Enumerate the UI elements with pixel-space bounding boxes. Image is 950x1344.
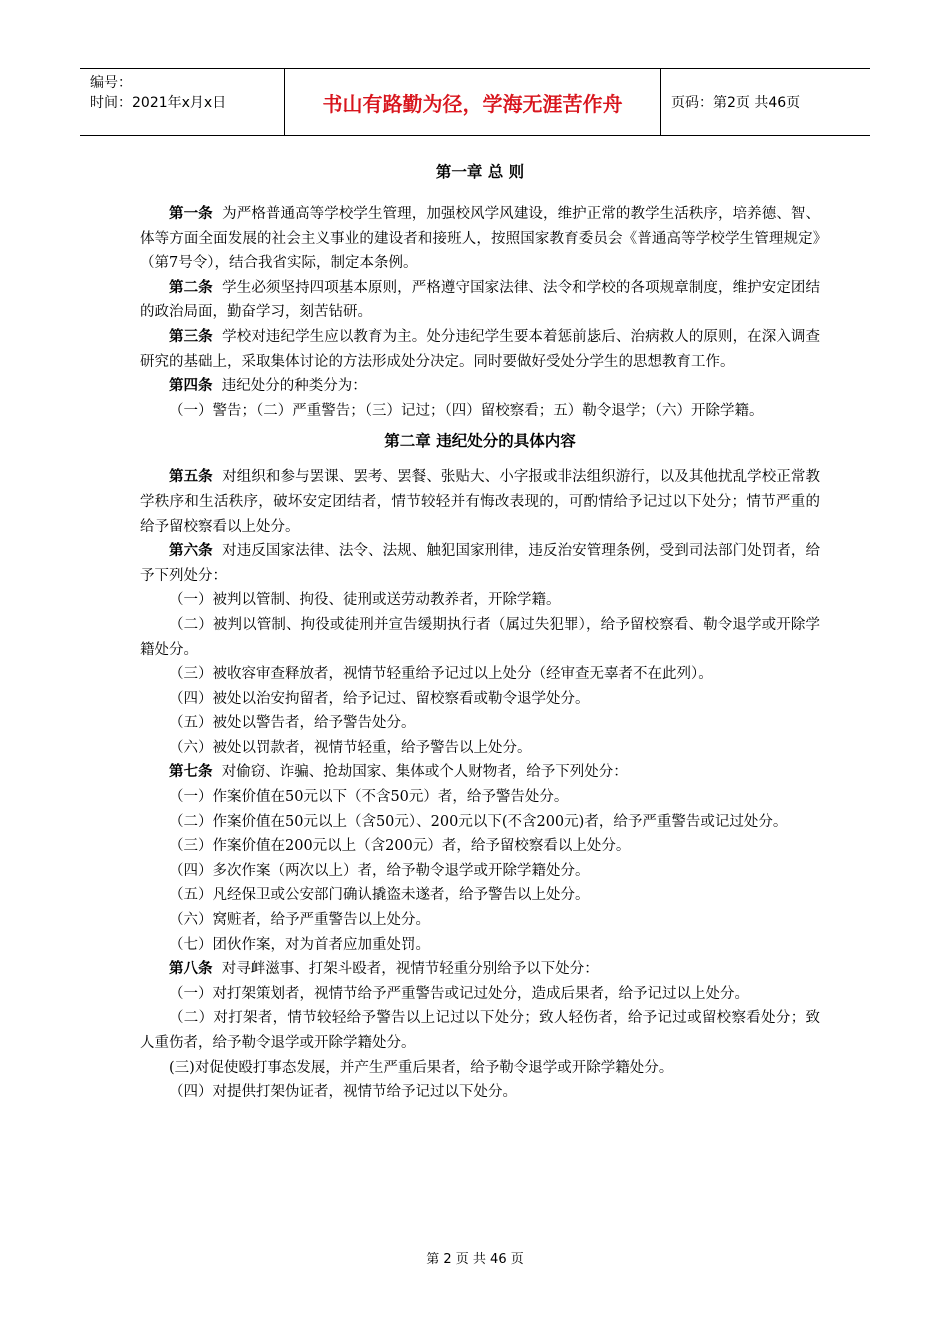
- article-4-text: 违纪处分的种类分为：: [221, 378, 367, 395]
- article-7-label: 第七条: [169, 763, 213, 781]
- doc-number-label: 编号：: [90, 75, 132, 91]
- article-6-item: （六）被处以罚款者，视情节轻重，给予警告以上处分。: [169, 739, 532, 756]
- article-3-label: 第三条: [169, 327, 213, 345]
- chapter2-title: 第二章 违纪处分的具体内容: [384, 431, 576, 451]
- doc-time-label: 时间：2021年x月x日: [90, 95, 227, 111]
- article-2-label: 第二条: [169, 278, 213, 296]
- header-motto: 书山有路勤为径，学海无涯苦作舟: [285, 69, 661, 135]
- article-6-item: （一）被判以管制、拘役、徒刑或送劳动教养者，开除学籍。: [169, 592, 561, 609]
- article-1-text: 为严格普通高等学校学生管理，加强校风学风建设，维护正常的教学生活秩序，培养德、智、体等方面全面发展的社会主义事业的建设者和接班人，按照国家教育委员会《普通高等学校学生管理规定》（第7号令），结合我省实际，制定本条例。: [140, 206, 821, 272]
- article-8-item: （一）对打架策划者，视情节给予严重警告或记过处分，造成后果者，给予记过以上处分。: [169, 985, 749, 1002]
- article-5-text: 对组织和参与罢课、罢考、罢餐、张贴大、小字报或非法组织游行，以及其他扰乱学校正常教学秩序和生活秩序，破坏安定团结者，情节较轻并有悔改表现的，可酌情给予记过以下处分；情节严重的给予留校察看以上处分。: [140, 469, 821, 535]
- article-7-item: （三）作案价值在200元以上（含200元）者，给予留校察看以上处分。: [169, 838, 631, 855]
- article-6-item: （四）被处以治安拘留者，给予记过、留校察看或勒令退学处分。: [169, 690, 590, 707]
- article-7-item: （七）团伙作案，对为首者应加重处罚。: [169, 936, 430, 953]
- article-6: [140, 539, 820, 588]
- article-4-items: （一）警告；（二）严重警告；（三）记过；（四）留校察看；五）勒令退学；（六）开除学籍。: [169, 402, 764, 419]
- article-1-label: 第一条: [169, 205, 213, 222]
- article-5: [140, 465, 820, 539]
- page-footer: 第 2 页 共 46 页: [426, 1252, 524, 1267]
- article-6-item: （三）被收容审查释放者，视情节轻重给予记过以上处分（经审查无辜者不在此列）。: [169, 666, 713, 683]
- article-8-item: (三)对促使殴打事态发展，并产生严重后果者，给予勒令退学或开除学籍处分。: [169, 1059, 674, 1076]
- article-7: [140, 760, 820, 785]
- article-4-label: 第四条: [169, 377, 213, 395]
- article-7-text: 对偷窃、诈骗、抢劫国家、集体或个人财物者，给予下列处分：: [221, 764, 628, 781]
- chapter1-title: 第一章 总 则: [435, 162, 525, 181]
- document-body: [140, 160, 820, 1105]
- header-page-info: 页码：第2页 共46页: [671, 95, 801, 111]
- page-header: [80, 68, 870, 136]
- article-3-text: 学校对违纪学生应以教育为主。处分违纪学生要本着惩前毖后、治病救人的原则，在深入调查研究的基础上，采取集体讨论的方法形成处分决定。同时要做好受处分学生的思想教育工作。: [140, 328, 821, 370]
- article-5-label: 第五条: [169, 468, 213, 486]
- article-1: [140, 202, 820, 276]
- article-8: [140, 957, 820, 982]
- article-2: [140, 276, 820, 325]
- article-8-text: 对寻衅滋事、打架斗殴者，视情节轻重分别给予以下处分：: [221, 961, 599, 978]
- article-4: [140, 374, 820, 399]
- article-2-text: 学生必须坚持四项基本原则，严格遵守国家法律、法令和学校的各项规章制度，维护安定团结的政治局面，勤奋学习，刻苦钻研。: [140, 279, 821, 321]
- article-7-item: （二）作案价值在50元以上（含50元）、200元以下(不含200元)者，给予严重警告或记过处分。: [169, 813, 788, 830]
- article-8-label: 第八条: [169, 960, 213, 978]
- article-8-item: （二）对打架者，情节较轻给予警告以上记过以下处分；致人轻伤者，给予记过或留校察看处分；致人重伤者，给予勒令退学或开除学籍处分。: [140, 1010, 820, 1051]
- article-3: [140, 325, 820, 374]
- article-6-label: 第六条: [169, 542, 213, 560]
- article-6-item: （五）被处以警告者，给予警告处分。: [169, 715, 416, 732]
- article-7-item: （四）多次作案（两次以上）者，给予勒令退学或开除学籍处分。: [169, 862, 590, 879]
- article-6-item: （二）被判以管制、拘役或徒刑并宣告缓期执行者（属过失犯罪），给予留校察看、勒令退学或开除学籍处分。: [140, 616, 820, 658]
- article-7-item: （六）窝赃者，给予严重警告以上处分。: [169, 912, 430, 929]
- header-meta: [80, 69, 285, 135]
- article-7-item: （一）作案价值在50元以下（不含50元）者，给予警告处分。: [169, 789, 569, 806]
- article-7-item: （五）凡经保卫或公安部门确认撬盗未遂者，给予警告以上处分。: [169, 887, 590, 904]
- article-8-item: （四）对提供打架伪证者，视情节给予记过以下处分。: [169, 1084, 517, 1101]
- article-6-text: 对违反国家法律、法令、法规、触犯国家刑律，违反治安管理条例，受到司法部门处罚者，给予下列处分：: [140, 543, 821, 584]
